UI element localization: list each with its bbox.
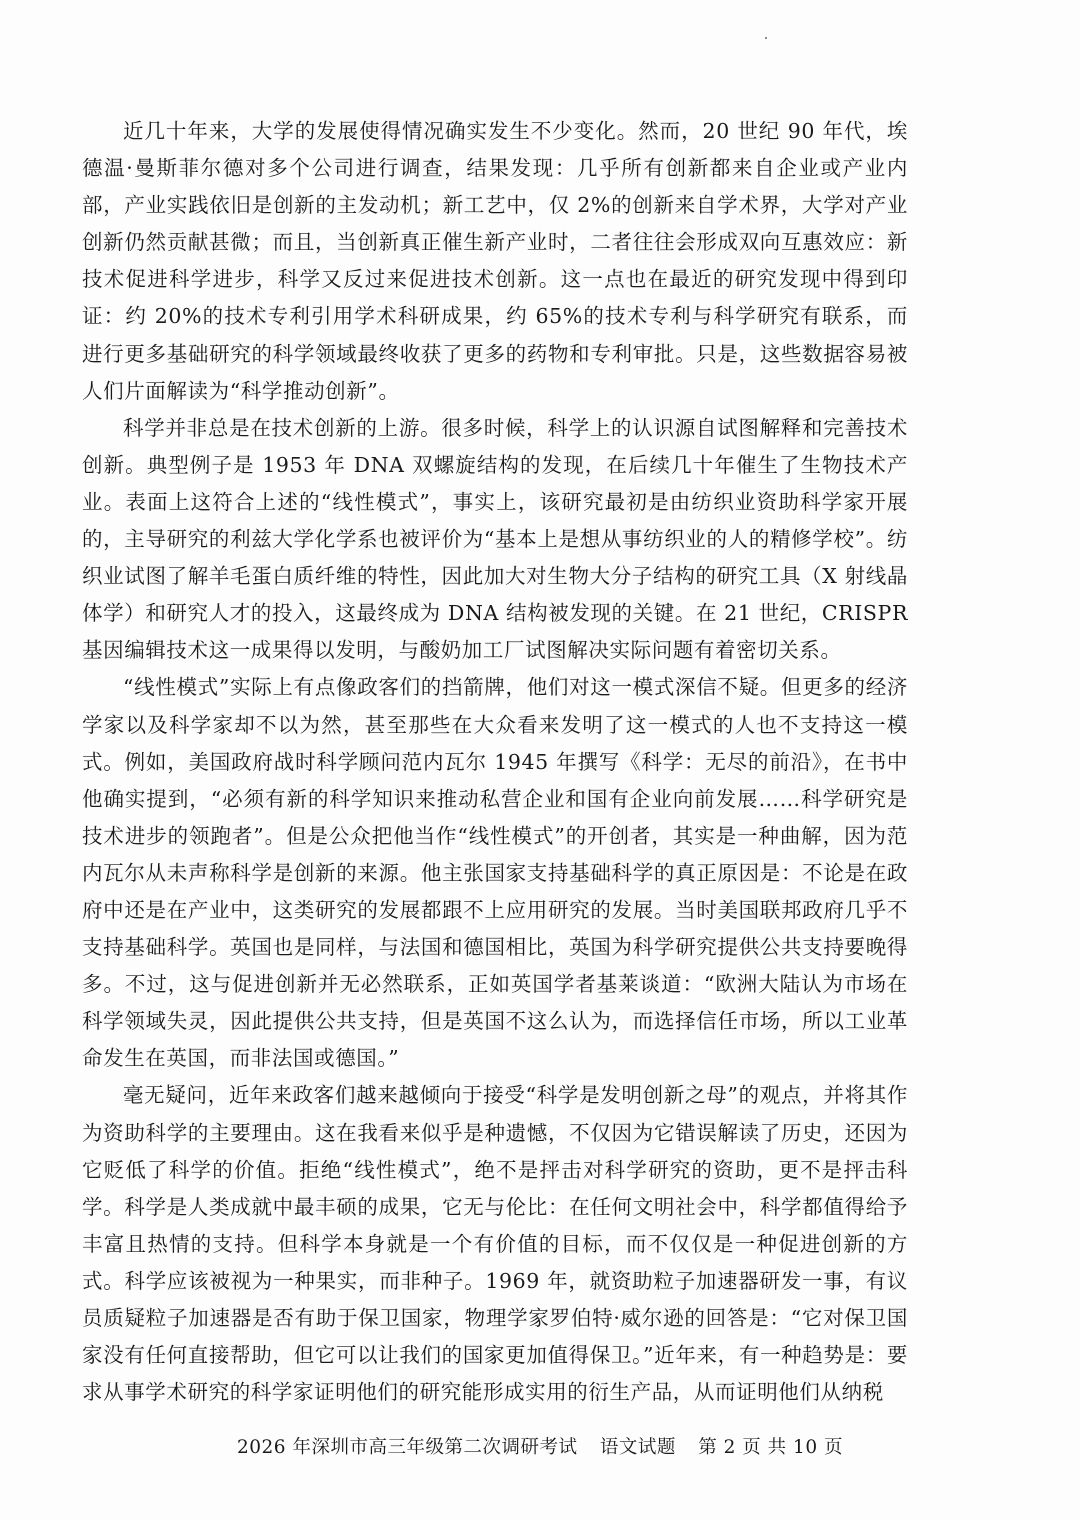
paragraph-4: 毫无疑问，近年来政客们越来越倾向于接受“科学是发明创新之母”的观点，并将其作为资助科学的主要理由。这在我看来似乎是种遗憾，不仅因为它错误解读了历史，还因为它贬低了科学的价值。拒绝“线性模式”，绝不是抨击对科学研究的资助，更不是抨击科学。科学是人类成就中最丰硕的成果，它无与伦比：在任何文明社会中，科学都值得给予丰富且热情的支持。但科学本身就是一个有价值的目标，而不仅仅是一种促进创新的方式。科学应该被视为一种果实，而非种子。1969 年，就资助粒子加速器研发一事，有议员质疑粒子加速器是否有助于保卫国家，物理学家罗伯特·威尔逊的回答是：“它对保卫国家没有任何直接帮助，但它可以让我们的国家更加值得保卫。”近年来，有一种趋势是：要求从事学术研究的科学家证明他们的研究能形成实用的衍生产品，从而证明他们从纳税	[82, 1083, 908, 1405]
paragraph-1: 近几十年来，大学的发展使得情况确实发生不少变化。然而，20 世纪 90 年代，埃德温·曼斯菲尔德对多个公司进行调查，结果发现：几乎所有创新都来自企业或产业内部，产业实践依旧是创新的主发动机；新工艺中，仅 2%的创新来自学术界，大学对产业创新仍然贡献甚微；而且，当创新真正催生新产业时，二者往往会形成双向互惠效应：新技术促进科学进步，科学又反过来促进技术创新。这一点也在最近的研究发现中得到印证：约 20%的技术专利引用学术科研成果，约 65%的技术专利与科学研究有联系，而进行更多基础研究的科学领域最终收获了更多的药物和专利审批。只是，这些数据容易被人们片面解读为“科学推动创新”。	[82, 119, 908, 403]
footer-subject: 语文试题	[599, 1437, 676, 1458]
paragraph-3: “线性模式”实际上有点像政客们的挡箭牌，他们对这一模式深信不疑。但更多的经济学家以及科学家却不以为然，甚至那些在大众看来发明了这一模式的人也不支持这一模式。例如，美国政府战时科学顾问范内瓦尔 1945 年撰写《科学：无尽的前沿》，在书中他确实提到，“必须有新的科学知识来推动私营企业和国有企业向前发展……科学研究是技术进步的领跑者”。但是公众把他当作“线性模式”的开创者，其实是一种曲解，因为范内瓦尔从未声称科学是创新的来源。他主张国家支持基础科学的真正原因是：不论是在政府中还是在产业中，这类研究的发展都跟不上应用研究的发展。当时美国联邦政府几乎不支持基础科学。英国也是同样，与法国和德国相比，英国为科学研究提供公共支持要晚得多。不过，这与促进创新并无必然联系，正如英国学者基莱谈道：“欧洲大陆认为市场在科学领域失灵，因此提供公共支持，但是英国不这么认为，而选择信任市场，所以工业革命发生在英国，而非法国或德国。”	[82, 675, 908, 1071]
page-footer	[0, 1433, 1080, 1459]
reading-passage	[82, 113, 908, 1411]
scan-speck	[765, 37, 767, 39]
footer-exam-title: 2026 年深圳市高三年级第二次调研考试	[237, 1437, 578, 1458]
footer-page-number: 第 2 页 共 10 页	[698, 1437, 843, 1458]
paragraph-2: 科学并非总是在技术创新的上游。很多时候，科学上的认识源自试图解释和完善技术创新。典型例子是 1953 年 DNA 双螺旋结构的发现，在后续几十年催生了生物技术产业。表面上这符合上述的“线性模式”，事实上，该研究最初是由纺织业资助科学家开展的，主导研究的利兹大学化学系也被评价为“基本上是想从事纺织业的人的精修学校”。纺织业试图了解羊毛蛋白质纤维的特性，因此加大对生物大分子结构的研究工具（X 射线晶体学）和研究人才的投入，这最终成为 DNA 结构被发现的关键。在 21 世纪，CRISPR 基因编辑技术这一成果得以发明，与酸奶加工厂试图解决实际问题有着密切关系。	[82, 415, 908, 663]
